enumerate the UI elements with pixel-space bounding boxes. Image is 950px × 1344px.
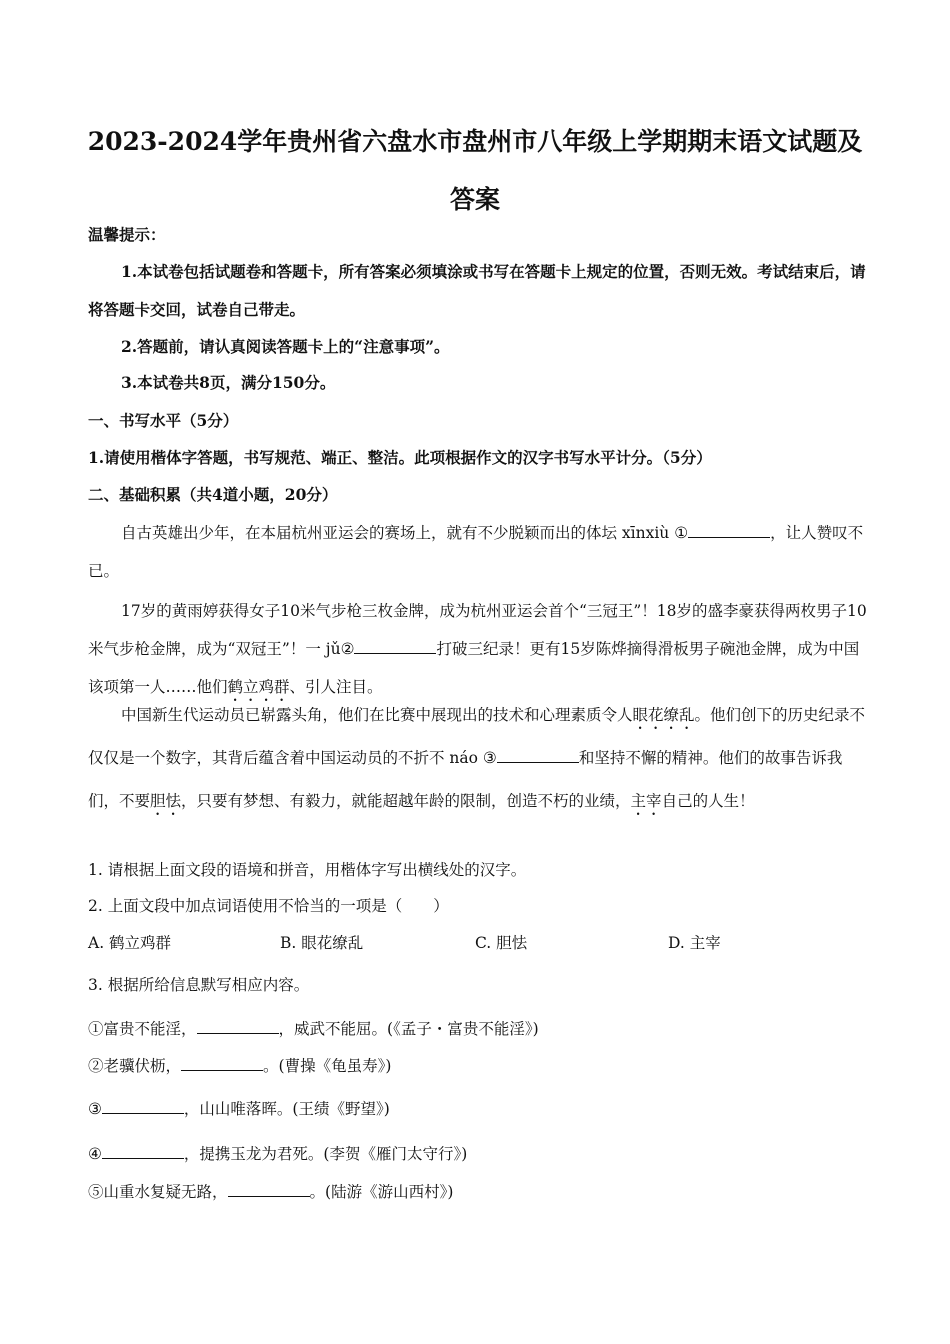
passage-paragraph-1: [88, 514, 868, 590]
passage-p2-text-b: 打破三纪录！更有15岁陈烨摘得滑板男子碗池金牌，成为中国该项第一人……他们: [88, 640, 860, 696]
recite-item-1: [88, 1019, 868, 1039]
exam-title-line2: 答案: [449, 185, 500, 214]
recite-blank-5[interactable]: [228, 1182, 310, 1197]
passage-p3-text-a: 中国新生代运动员已崭露头角，他们在比赛中展现出的技术和心理素质令人: [121, 706, 633, 724]
recite-blank-2[interactable]: [181, 1056, 263, 1071]
answer-blank-2[interactable]: [354, 639, 436, 654]
recite-5-text-b: 。(陆游《游山西村》): [309, 1183, 454, 1201]
recite-item-2: [88, 1056, 868, 1076]
question-2-options: [88, 933, 868, 953]
recite-4-text-a: ④: [88, 1145, 102, 1163]
answer-blank-1[interactable]: [688, 523, 770, 538]
option-a[interactable]: A. 鹤立鸡群: [88, 934, 172, 952]
exam-title: [60, 113, 890, 229]
question-3: 3. 根据所给信息默写相应内容。: [88, 976, 310, 994]
recite-2-text-b: 。(曹操《龟虽寿》): [263, 1057, 392, 1075]
option-c[interactable]: C. 胆怯: [475, 934, 528, 952]
dotted-word-heli-jiqun: 鹤立鸡群: [227, 678, 290, 696]
recite-3-text-b: ，山山唯落晖。(王绩《野望》): [183, 1100, 390, 1118]
section-2-heading: 二、基础积累（共4道小题，20分）: [88, 485, 338, 504]
recite-blank-3[interactable]: [102, 1099, 184, 1114]
passage-paragraph-3: [88, 694, 868, 823]
answer-blank-3[interactable]: [497, 748, 579, 763]
passage-p2-text-a: 17岁的黄雨婷获得女子10米气步枪三枚金牌，成为杭州亚运会首个“三冠王”！18岁的盛李豪获得两枚男子10米气步枪金牌，成为“双冠王”！一 jǔ②: [88, 602, 867, 658]
passage-p2-text-c: 、引人注目。: [289, 678, 383, 696]
tips-heading: 温馨提示：: [88, 225, 166, 244]
recite-blank-4[interactable]: [102, 1144, 184, 1159]
passage-p3-text-d: ，只要有梦想、有毅力，就能超越年龄的限制，创造不朽的业绩，: [181, 792, 631, 810]
recite-1-text-b: ，威武不能屈。(《孟子・富贵不能淫》): [278, 1020, 539, 1038]
recite-1-text-a: ①富贵不能淫，: [88, 1020, 197, 1038]
option-d[interactable]: D. 主宰: [668, 934, 721, 952]
passage-p1-text-a: 自古英雄出少年，在本届杭州亚运会的赛场上，就有不少脱颖而出的体坛 xīnxiù ①: [121, 524, 689, 542]
question-1: 1. 请根据上面文段的语境和拼音，用楷体字写出横线处的汉字。: [88, 861, 527, 879]
recite-3-text-a: ③: [88, 1100, 102, 1118]
dotted-word-zhuzai: 主宰: [630, 792, 662, 810]
passage-p3-text-c: 和坚持不懈的精神。他们的故事告诉我们，不要: [88, 749, 843, 810]
tips-item-2: 2.答题前，请认真阅读答题卡上的“注意事项”。: [121, 337, 450, 356]
dotted-word-danqie: 胆怯: [150, 792, 182, 810]
exam-title-line1: 2023-2024学年贵州省六盘水市盘州市八年级上学期期末语文试题及: [87, 127, 863, 156]
dotted-word-yanhua-liaoluan: 眼花缭乱: [632, 706, 695, 724]
recite-2-text-a: ②老骥伏枥，: [88, 1057, 182, 1075]
passage-p1-text-b: ，让人赞叹不已。: [88, 524, 864, 580]
option-b[interactable]: B. 眼花缭乱: [280, 934, 364, 952]
recite-item-4: [88, 1144, 868, 1164]
recite-item-5: [88, 1182, 868, 1202]
recite-4-text-b: ，提携玉龙为君死。(李贺《雁门太守行》): [183, 1145, 468, 1163]
tips-item-1: 1.本试卷包括试题卷和答题卡，所有答案必须填涂或书写在答题卡上规定的位置，否则无效。考试结束后，请将答题卡交回，试卷自己带走。: [88, 262, 866, 319]
recite-5-text-a: ⑤山重水复疑无路，: [88, 1183, 228, 1201]
question-2: 2. 上面文段中加点词语使用不恰当的一项是（ ）: [88, 897, 449, 915]
passage-p3-text-e: 自己的人生！: [661, 792, 755, 810]
section-1-question: 1.请使用楷体字答题，书写规范、端正、整洁。此项根据作文的汉字书写水平计分。（5分）: [88, 448, 712, 467]
tips-item-3: 3.本试卷共8页，满分150分。: [121, 373, 336, 392]
passage-paragraph-2: [88, 592, 868, 706]
recite-item-3: [88, 1099, 868, 1119]
recite-blank-1[interactable]: [197, 1019, 279, 1034]
section-1-heading: 一、书写水平（5分）: [88, 411, 239, 430]
passage-p3-text-b: 。他们创下的历史纪录不仅仅是一个数字，其背后蕴含着中国运动员的不折不 náo ③: [88, 706, 866, 767]
